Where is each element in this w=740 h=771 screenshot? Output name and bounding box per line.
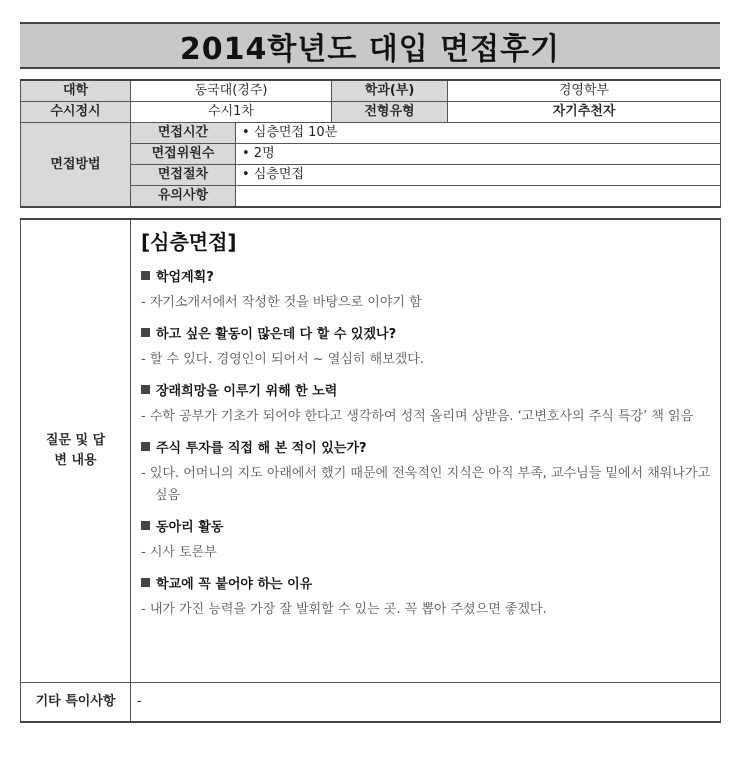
square-bullet-icon xyxy=(141,578,150,587)
method-label: 면접방법 xyxy=(21,123,131,208)
university-value: 동국대(경주) xyxy=(131,80,332,102)
question: 학교에 꼭 붙어야 하는 이유 xyxy=(141,575,714,595)
answer: - 내가 가진 능력을 가장 잘 발휘할 수 있는 곳. 꼭 뽑아 주셨으면 좋겠다. xyxy=(141,602,547,617)
info-row-admission xyxy=(21,102,721,123)
qa-content xyxy=(131,219,721,683)
question: 주식 투자를 직접 해 본 적이 있는가? xyxy=(141,439,714,459)
qa-row xyxy=(21,219,721,683)
answer: - 자기소개서에서 작성한 것을 바탕으로 이야기 함 xyxy=(141,295,422,310)
qa-label-text: 질문 및 답변 내용 xyxy=(45,433,106,468)
interview-review-document xyxy=(20,22,720,723)
etc-row xyxy=(21,683,721,723)
answer: - 할 수 있다. 경영인이 되어서 ~ 열심히 해보겠다. xyxy=(141,352,424,367)
type-label: 전형유형 xyxy=(332,102,448,123)
question: 장래희망을 이루기 위해 한 노력 xyxy=(141,382,714,402)
square-bullet-icon xyxy=(141,442,150,451)
info-table xyxy=(20,79,721,208)
method-procedure-label: 면접절차 xyxy=(131,165,236,186)
method-row-time xyxy=(21,123,721,144)
question: 동아리 활동 xyxy=(141,518,714,538)
answer: - 있다. 어머니의 지도 아래에서 했기 때문에 전욱적인 지식은 아직 부족, 교수님들 밑에서 채워나가고 싶음 xyxy=(141,466,710,503)
method-notes-label: 유의사항 xyxy=(131,186,236,208)
admission-value: 수시1차 xyxy=(131,102,332,123)
info-row-university xyxy=(21,80,721,102)
department-label: 학과(부) xyxy=(332,80,448,102)
method-time-value: • 심층면접 10분 xyxy=(236,123,721,144)
type-value: 자기추천자 xyxy=(448,102,721,123)
etc-label: 기타 특이사항 xyxy=(21,683,131,723)
qa-table xyxy=(20,218,721,723)
qa-label xyxy=(21,219,131,683)
method-notes-value xyxy=(236,186,721,208)
method-members-label: 면접위원수 xyxy=(131,144,236,165)
method-time-label: 면접시간 xyxy=(131,123,236,144)
department-value: 경영학부 xyxy=(448,80,721,102)
page-title: 2014학년도 대입 면접후기 xyxy=(20,22,720,69)
admission-label: 수시정시 xyxy=(21,102,131,123)
question: 하고 싶은 활동이 많은데 다 할 수 있겠나? xyxy=(141,325,714,345)
section-title: [심층면접] xyxy=(141,230,237,254)
square-bullet-icon xyxy=(141,328,150,337)
etc-value: - xyxy=(131,683,721,723)
square-bullet-icon xyxy=(141,521,150,530)
university-label: 대학 xyxy=(21,80,131,102)
question: 학업계획? xyxy=(141,268,714,288)
square-bullet-icon xyxy=(141,385,150,394)
answer: - 수학 공부가 기초가 되어야 한다고 생각하여 성적 올리며 상받음. ‘고변호사의 주식 특강’ 책 읽음 xyxy=(141,409,694,424)
method-procedure-value: • 심층면접 xyxy=(236,165,721,186)
method-members-value: • 2명 xyxy=(236,144,721,165)
square-bullet-icon xyxy=(141,271,150,280)
answer: - 시사 토론부 xyxy=(141,545,217,560)
